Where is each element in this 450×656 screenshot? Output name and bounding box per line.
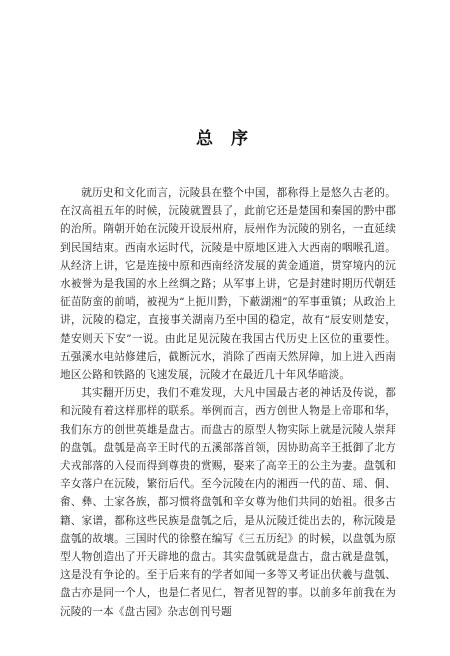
paragraph-1: 就历史和文化而言，沅陵县在整个中国，都称得上是悠久古老的。在汉高祖五年的时候，沅陵就置县了，此前它还是楚国和秦国的黔中郡的治所。隋朝开始在沅陵开设辰州府，辰州作为沅陵的别名，一直延续到民国结束。西南水运时代，沅陵是中原地区进入大西南的咽喉孔道。从经济上讲，它是连接中原和西南经济发展的黄金通道，贯穿境内的沅水被誉为是我国的水上丝绸之路；从军事上讲，它是封建时期历代朝廷征苗防蛮的前哨，被视为“上扼川黔，下蔽湖湘”的军事重镇；从政治上讲，沅陵的稳定，直接事关湖南乃至中国的稳定，故有“辰安则楚安，楚安则天下安”一说。由此足见沅陵在我国古代历史上区位的重要性。五强溪水电站修建后，截断沅水，消除了西南天然屏障，加上进入西南地区公路和铁路的飞速发展，沅陵才在最近几十年风华暗淡。 bbox=[60, 187, 396, 382]
body-text bbox=[60, 184, 396, 621]
paragraph-2: 其实翻开历史，我们不难发现，大凡中国最古老的神话及传说，都和沅陵有着这样那样的联系。举例而言，西方创世人物是上帝耶和华，我们东方的创世英雄是盘古。而盘古的原型人物实际上就是沅陵人崇拜的盘瓠。盘瓠是高辛王时代的五溪部落首领，因协助高辛王抵御了北方犬戎部落的入侵而得到尊贵的赏赐，娶来了高辛王的公主为妻。盘瓠和辛女落户在沅陵，繁衍后代。至今沅陵在内的湘西一代的苗、瑶、侗、畲、彝、土家各族，都习惯将盘瓠和辛女尊为他们共同的始祖。很多古籍、家谱，都称这些民族是盘瓠之后，是从沅陵迁徙出去的，称沅陵是盘瓠的故壤。三国时代的徐整在编写《三五历纪》的时候，以盘瓠为原型人物创造出了开天辟地的盘古。其实盘瓠就是盘古，盘古就是盘瓠，这是没有争论的。至于后来有的学者如闻一多等又考证出伏羲与盘瓠、盘古亦是同一个人，也是仁者见仁，智者见智的事。以前多年前我在为沅陵的一本《盘古园》杂志创刊号题 bbox=[60, 387, 396, 618]
page-title: 总 序 bbox=[196, 129, 254, 149]
